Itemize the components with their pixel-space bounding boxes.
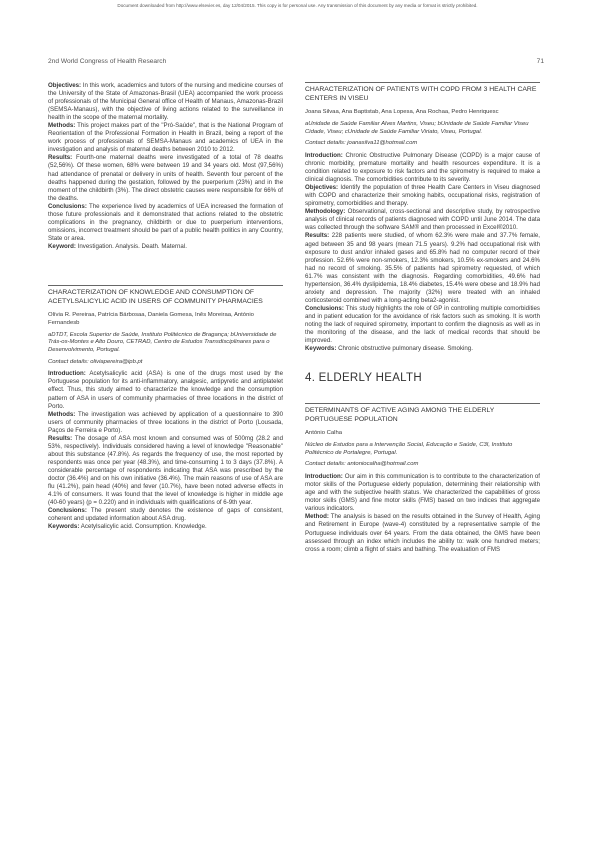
objectives-paragraph: Objectives: In this work, academics and tutors of the nursing and medicine courses of the University of the State of Amazonas-Brasil (UEA) accompanied the work process of professionals of the Municipal General office of Health of Manaus, Amazonas-Brazil (SEMSA-Manaus), with the objective of living actions related to the surveillance in health in the scope of the maternal mortality. <box>48 82 283 122</box>
left-column <box>48 82 283 531</box>
abstract-authors: Joana Silvaa, Ana Baptistab, Ana Lopesa, Ana Rochaa, Pedro Henriquesc <box>305 109 499 116</box>
abstract-title: DETERMINANTS OF ACTIVE AGING AMONG THE ELDERLY PORTUGUESE POPULATION <box>305 407 495 423</box>
results-paragraph: Results: 228 patients were studied, of whom 62.3% were male and 37.7% female, aged between 35 and 98 years (mean 71.5 years). 9.2% had occupational risk with exposure to dust and/or inhaled gases and 65.8% had no computer record of their profession. 52.6% were non-smokers, 12.3% smokers, 10.5% ex-smokers and 24.6% had no record of smoking. 35.5% of patients had spirometry requested, of which 61.7% was consistent with the diagnosis. Regarding comorbidities, 49.6% had hypertension, 36.4% dyslipidemia, 18.4% diabetes, 15.4% were obese and 18.9% had anxiety and depression. The majority (32%) were treated with an inhaled corticosteroid combined with a long-acting beta2-agonist. <box>305 232 540 304</box>
conclusions-paragraph: Conclusions: This study highlights the role of GP in controlling multiple comorbidities and in patient education for the avoidance of risk factors such as smoking. It is worth noting the lack of required spirometry, important to confirm the diagnosis as well as in the monitoring of the disease, and the lack of medical records that should be improved. <box>305 304 540 345</box>
abstract-authors: Olívia R. Pereiraa, Patrícia Bárbosaa, Daniela Gomesa, Inês Moreiraa, António Fernandesb <box>48 312 254 326</box>
conclusions-paragraph: Conclusions: The present study denotes the existence of gaps of consistent, coherent and updated information about ASA drug. <box>48 507 283 523</box>
results-paragraph: Results: Fourth-one maternal deaths were investigated of a total of 78 deaths (52,56%). Of these women, 68% were between 19 and 34 years old. Most (97,56%) had attendance of prenatal or delivery in units of health. Seventh four percent of the deaths happened during the gestation, followed by the puerperium (23%) and in the moment of the childbirth (3%). The direct obstetric causes were responsible for 66% of the deaths. <box>48 154 283 202</box>
section-heading: 4. ELDERLY HEALTH <box>305 372 422 385</box>
abstract-divider <box>305 82 540 83</box>
keywords-paragraph: Keyword: Investigation. Analysis. Death. Maternal. <box>48 242 187 250</box>
download-note: Document downloaded from http://www.elsevier.es, day 12/04/2015. This copy is for personal use. Any transmission of this document by any media or format is strictly prohibited. <box>117 3 478 8</box>
abstract-divider <box>48 285 283 286</box>
abstract-title: CHARACTERIZATION OF PATIENTS WITH COPD FROM 3 HEALTH CARE CENTERS IN VISEU <box>305 86 537 102</box>
method-paragraph: Method: The analysis is based on the results obtained in the Survey of Health, Aging and Retirement in Europe (wave-4) constituted by a representative sample of the Portuguese individuals over 64 years. From the data obtained, the GMS have been assessed through an index which includes the ability to: walk one hundred meters; cross a room; climb a flight of stairs and bathing. The evaluation of FMS <box>305 513 540 553</box>
abstract-contact: Contact details: oliviapereira@ipb.pt <box>48 358 143 365</box>
abstract-divider <box>305 403 540 404</box>
introduction-paragraph: Introduction: Chronic Obstructive Pulmonary Disease (COPD) is a major cause of chronic morbidity, premature mortality and health resources expenditure. It is a condition related to exposure to risk factors and the spirometry is required to make a clinical diagnosis. The comorbidities contribute to its severity. <box>305 152 540 184</box>
journal-header: 2nd World Congress of Health Research <box>48 58 167 65</box>
abstract-affiliation: aDTDT, Escola Superior de Saúde, Instituto Politécnico de Bragança; bUniversidade de Trás-os-Montes e Alto Douro, CETRAD, Centro de Estudos Transdisciplinares para o Desenvolvimento, Portugal. <box>48 331 277 353</box>
methods-paragraph: Methods: This project makes part of the "Pró-Saúde", that is the National Program of Reorientation of the Professional Formation in Health in Brazil, being a report of the work process of professionals of SEMSA-Manaus and academics of UEA in the investigation and analysis of maternal deaths between 2010 to 2012. <box>48 122 283 154</box>
right-column <box>305 82 540 554</box>
abstract-affiliation: Núcleo de Estudos para a Intervenção Social, Educação e Saúde, C3I, Instituto Politécnico de Portalegre, Portugal. <box>305 442 513 456</box>
conclusions-paragraph: Conclusions: The experience lived by academics of UEA increased the formation of those future professionals and it demonstrated that actions related to the obstetric complications in the pregnancy, childbirth or due to puerperium interventions, omissions, incorrect treatment should be part of a public health politics in any Country, State or area. <box>48 202 283 242</box>
abstract-authors: António Calha <box>305 430 343 437</box>
methods-paragraph: Methods: The investigation was achieved by application of a questionnaire to 390 users of community pharmacies of three locations in the district of Porto (Lousada, Paços de Ferreira e Porto). <box>48 410 283 434</box>
abstract-contact: Contact details: joanasilva11@hotmail.com <box>305 140 418 147</box>
abstract-contact: Contact details: antoniocalha@hotmail.com <box>305 461 419 468</box>
page-number: 71 <box>536 58 544 65</box>
introduction-paragraph: Introduction: Our aim in this communication is to contribute to the characterization of motor skills of the Portuguese elderly population, determining their relationship with age and with the subjective health status. We characterized the capabilities of gross motor skills (GMS) and fine motor skills (FMS) based on two indices that aggregate various indicators. <box>305 473 540 513</box>
keywords-paragraph: Keywords: Acetylsalicylic acid. Consumption. Knowledge. <box>48 523 207 531</box>
introduction-paragraph: Introduction: Acetylsalicylic acid (ASA) is one of the drugs most used by the Portuguese population for its anti-inflammatory, analgesic, antipyretic and antiplatelet effect. Thus, this study aimed to characterize the knowledge and the consumption pattern of ASA in users of community pharmacies of three locations in the district of Porto. <box>48 370 283 410</box>
abstract-affiliation: aUnidade de Saúde Familiar Alves Martins, Viseu; bUnidade de Saúde Familiar Viseu Cidade, Viseu; cUnidade de Saúde Familiar Viriato, Viseu, Portugal. <box>305 120 529 135</box>
abstract-title: CHARACTERIZATION OF KNOWLEDGE AND CONSUMPTION OF ACETYLSALICYLIC ACID IN USERS OF COMMUNITY PHARMACIES <box>48 288 263 305</box>
methodology-paragraph: Methodology: Observational, cross-sectional and descriptive study, by retrospective analysis of clinical records of patients diagnosed with COPD until June 2014. The data was collected through the software SAM® and then processed in Excel®2010. <box>305 208 540 232</box>
results-paragraph: Results: The dosage of ASA most known and consumed was of 500mg (28.2 and 53%, respectively). Individuals considered having a level of knowledge "Reasonable" about this substance (47.8%). As regards the frequency of use, the most reported by respondents was once per year (48.3%), and time-consuming 1 to 3 days (37.8%). A considerable percentage of respondents indicating that ASA was prescribed by the doctor (36.4%) and on his own initiative (36.4%). The main reasons of use of ASA are flu (41.2%), pain head (40%) and fever (10.7%), have been noted adverse effects in 4.1% of consumers. It was found that the level of knowledge is higher in middle age (40-60 years) (p = 0.220) and in individuals with qualifications of 6-9th year. <box>48 434 283 507</box>
objectives-paragraph: Objectives: Identify the population of three Health Care Centers in Viseu diagnosed with COPD and characterize their smoking habits, occupational risks, registration of spirometry, comorbidities and therapy. <box>305 184 540 208</box>
keywords-paragraph: Keywords: Chronic obstructive pulmonary disease. Smoking. <box>305 345 473 353</box>
